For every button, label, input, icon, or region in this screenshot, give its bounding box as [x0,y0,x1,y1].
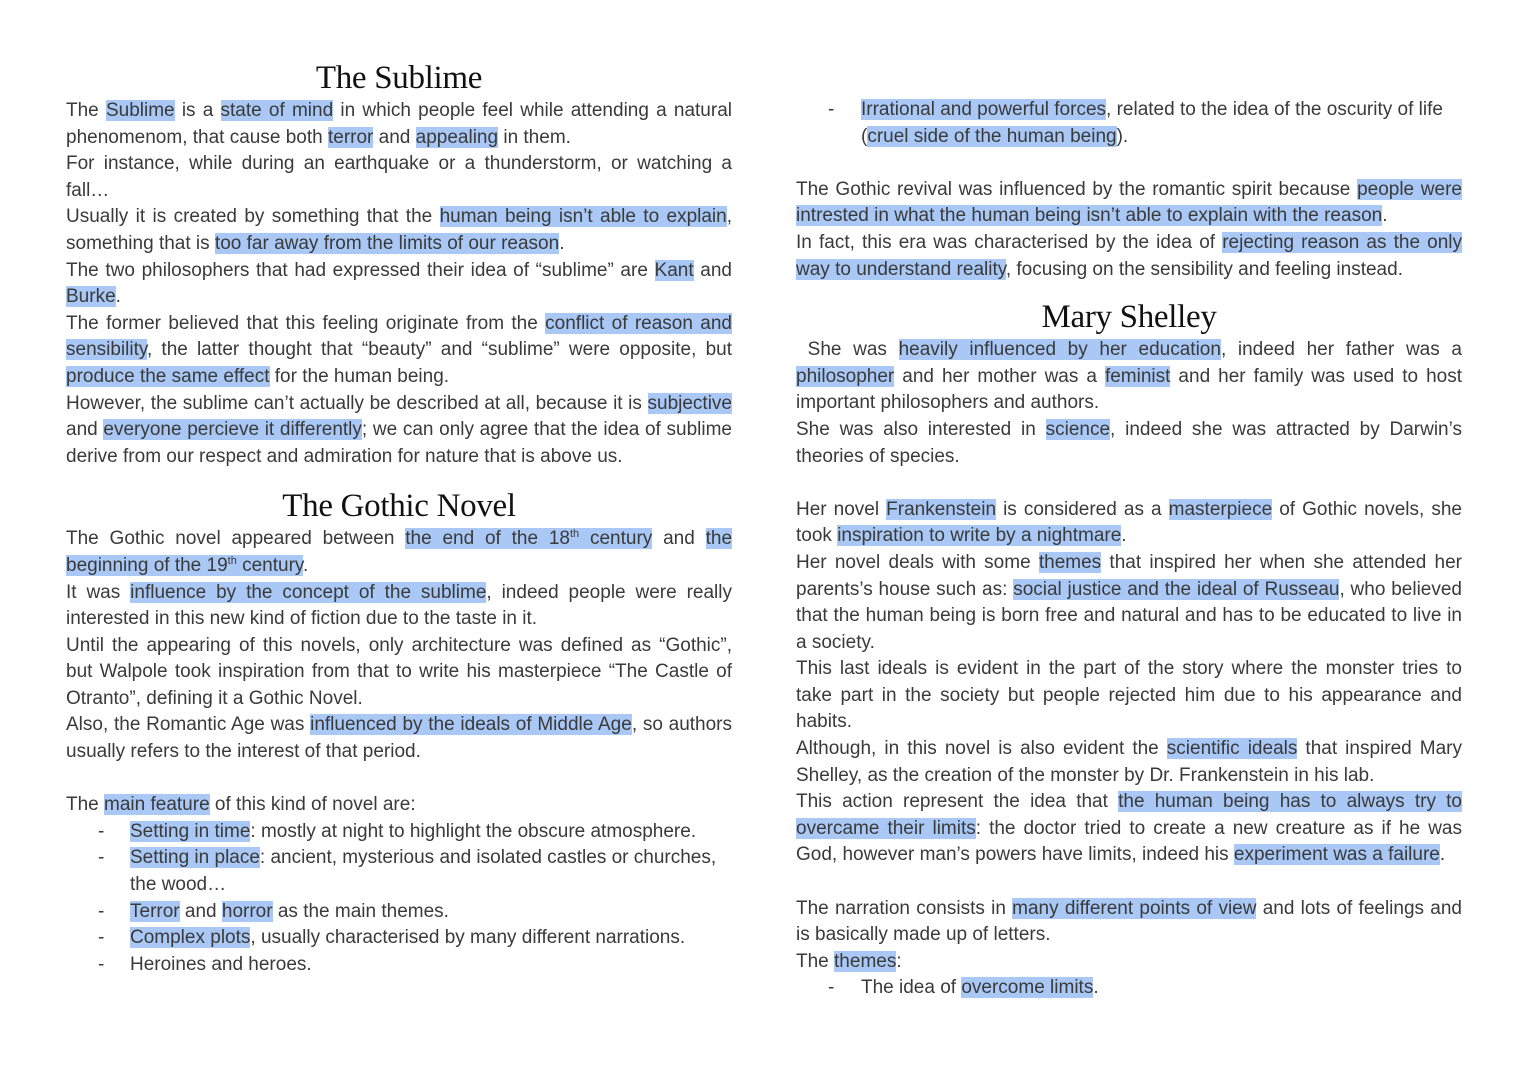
sublime-paragraph-6 [66,391,732,471]
text-run: . [303,554,309,576]
text-run: th [569,528,580,541]
text-run: and her family was used to host important philosophers and authors. [796,365,1468,414]
highlight: Frankenstein [886,498,997,520]
text-run: , who believed that the human being is born free and natural and has to be educated to live in a society. [796,578,1462,653]
list-item [66,899,732,926]
highlight: themes [1038,551,1102,573]
text-run: : the doctor tried to create a new creature as if he was God, however man’s powers have limits, indeed his [796,817,1462,866]
text-run: and [66,419,104,441]
text-run: and [179,900,222,922]
list-item [796,975,1462,1002]
text-run: : mostly at night to highlight the obscure atmosphere. [250,820,697,842]
themes-list [796,975,1462,1002]
text-run: In fact, this era was characterised by the idea of [796,231,1223,253]
text-run: and [693,259,732,281]
text-run: She was [796,339,899,361]
text-run: and her mother was a [894,365,1105,387]
highlight: Sublime [105,100,175,121]
text-run: Usually it is created by something that the [66,206,440,228]
text-run: The two philosophers that had expressed their idea of “sublime” are [66,259,655,281]
gothic-paragraph-5 [66,792,732,819]
text-run: The Gothic novel appeared between [66,528,406,550]
shelley-heading: Mary Shelley [1041,299,1217,336]
text-run: . [1382,205,1388,227]
text-run: Heroines and heroes. [130,953,312,975]
shelley-paragraph-6 [796,736,1462,789]
text-run: in them. [498,126,571,148]
list-item [66,845,732,898]
highlight: everyone percieve it differently [103,419,362,441]
text-run: and [652,528,706,550]
highlight: terror [327,126,374,148]
highlight: Setting in time [130,820,251,842]
text-run: of this kind of novel are: [209,794,416,816]
highlight: Kant [654,259,694,281]
text-run: is a [174,100,221,121]
highlight: inspiration to write by a nightmare [837,525,1122,547]
text-run: , related to the idea of the oscurity of life ( [861,99,1443,147]
shelley-paragraph-7 [796,789,1462,869]
text-run: Also, the Romantic Age was [66,714,311,736]
text-run: . [115,286,121,308]
left-column [66,58,732,978]
sublime-paragraph-3 [66,204,732,257]
highlight: people were intrested in what the human being isn’t able to explain with the reason [796,178,1462,227]
sublime-paragraph-1 [66,98,732,151]
text-run: ; we can only agree that the idea of sublime derive from our respect and admiration for nature that is above us. [66,419,732,467]
list-item [66,819,732,846]
highlight: social justice and the ideal of Russeau [1013,578,1340,600]
highlight: Irrational and powerful forces [861,99,1107,120]
highlight: too far away from the limits of our reason [214,232,560,254]
text-run: The narration consists in [796,897,1013,919]
text-run: century [236,554,304,576]
right-column [796,97,1468,1002]
gothic-paragraph-4 [66,712,732,765]
text-run: , indeed people were really interested in this new kind of fiction due to the taste in it. [66,581,733,630]
highlight: main feature [104,794,210,816]
sublime-paragraph-2: For instance, while during an earthquake or a thunderstorm, or watching a fall… [66,153,732,201]
shelley-paragraph-3 [796,497,1462,550]
highlight: many different points of view [1012,897,1257,919]
text-run: , something that is [66,206,732,254]
highlight [405,528,652,549]
highlight: human being isn’t able to explain [439,206,727,228]
highlight: overcome limits [961,977,1094,999]
highlight: Setting in place [130,847,260,869]
text-run: The idea of [861,977,962,999]
text-run: . [1439,844,1446,866]
text-run: The [66,794,105,816]
highlight: rejecting reason as the only way to understand reality [796,231,1462,280]
text-run: . [1121,525,1127,547]
highlight: state of mind [220,100,334,121]
text-run: , so authors usually refers to the interest of that period. [66,714,733,763]
sublime-paragraph-5 [66,311,732,391]
gothic-paragraph-1 [66,526,732,579]
text-run: the end of the 18 [405,528,570,550]
shelley-paragraph-5: This last ideals is evident in the part of the story where the monster tries to take part in the society but people rejected him due to his appearance and habits. [796,658,1462,733]
highlight: science [1045,418,1111,440]
highlight: experiment was a failure [1233,844,1440,866]
highlight: feminist [1104,365,1171,387]
text-run: However, the sublime can’t actually be described at all, because it is [66,392,648,414]
text-run: , indeed she was attracted by Darwin’s theories of species. [796,418,1462,467]
highlight: the human being has to always try to overcame their limits [796,791,1462,839]
gothic-revival-paragraph [796,177,1462,230]
text-run: the beginning of the 19 [66,528,733,576]
features-list [66,819,732,979]
text-run: Her novel [796,498,887,520]
text-run: . [559,232,565,254]
sublime-paragraph-4 [66,258,732,311]
gothic-paragraph-2 [66,580,732,633]
text-run: The [66,100,106,121]
text-run: , the latter thought that “beauty” and “sublime” were opposite, but [146,339,732,361]
highlight: subjective [647,392,732,414]
highlight: philosopher [796,365,895,387]
highlight: horror [221,900,273,922]
list-item [66,925,732,952]
text-run: It was [66,581,131,603]
shelley-paragraph-9 [796,949,1462,976]
text-run: and lots of feelings and is basically made up of letters. [796,897,1462,946]
highlight: scientific ideals [1166,738,1298,760]
highlight: influenced by the ideals of Middle Age [310,714,632,736]
highlight: heavily influenced by her education [898,339,1221,361]
text-run: is considered as a [996,498,1169,520]
text-run: , indeed her father was a [1220,339,1468,361]
sublime-heading: The Sublime [315,60,483,96]
highlight: conflict of reason and sensibility [66,312,732,361]
text-run: : [896,950,902,972]
text-run: This action represent the idea that [796,791,1119,813]
text-run: The former believed that this feeling originate from the [66,312,546,334]
gothic-era-paragraph [796,230,1462,283]
text-run: and [373,126,416,148]
text-run: that inspired her when she attended her parents’s house such as: [796,551,1462,600]
text-run: that inspired Mary Shelley, as the creation of the monster by Dr. Frankenstein in his lab. [796,738,1462,786]
text-run: of Gothic novels, she took [796,498,1462,547]
text-run: She was also interested in [796,418,1046,440]
text-run: The Gothic revival was influenced by the romantic spirit because [796,178,1358,200]
text-run: Her novel deals with some [796,551,1039,573]
text-run: th [227,554,237,567]
highlight: produce the same effect [66,365,270,387]
highlight: cruel side of the human being [867,125,1117,147]
shelley-paragraph-4 [796,550,1462,656]
list-item [796,97,1462,150]
text-run: , usually characterised by many different narrations. [250,927,686,949]
shelley-paragraph-8 [796,896,1462,949]
text-run: The [796,950,835,972]
text-run: in which people feel while attending a natural phenomenom, that cause both [66,100,732,148]
highlight: appealing [415,126,499,148]
gothic-heading: The Gothic Novel [282,488,516,525]
highlight: Terror [130,900,180,922]
text-run: Although, in this novel is also evident the [796,738,1167,760]
text-run: : ancient, mysterious and isolated castles or churches, the wood… [130,847,717,896]
shelley-paragraph-1 [796,337,1468,417]
highlight: Complex plots [130,927,251,949]
highlight: masterpiece [1168,498,1273,520]
highlight: themes [834,950,897,972]
highlight: influence by the concept of the sublime [130,581,487,603]
shelley-paragraph-2 [796,417,1462,470]
text-run: . [1093,977,1099,999]
list-item [66,952,732,979]
gothic-paragraph-3: Until the appearing of this novels, only architecture was defined as “Gothic”, but Walpole took inspiration from that to write his masterpiece “The Castle of Otranto”, defining it a Gothic Novel. [66,634,732,709]
text-run: as the main themes. [272,900,449,922]
text-run: ). [1116,125,1129,147]
text-run: , focusing on the sensibility and feeling instead. [1005,258,1403,280]
gothic-continued-list [796,97,1462,150]
text-run: for the human being. [269,365,450,387]
highlight: Burke [66,286,116,308]
text-run: century [579,528,653,550]
